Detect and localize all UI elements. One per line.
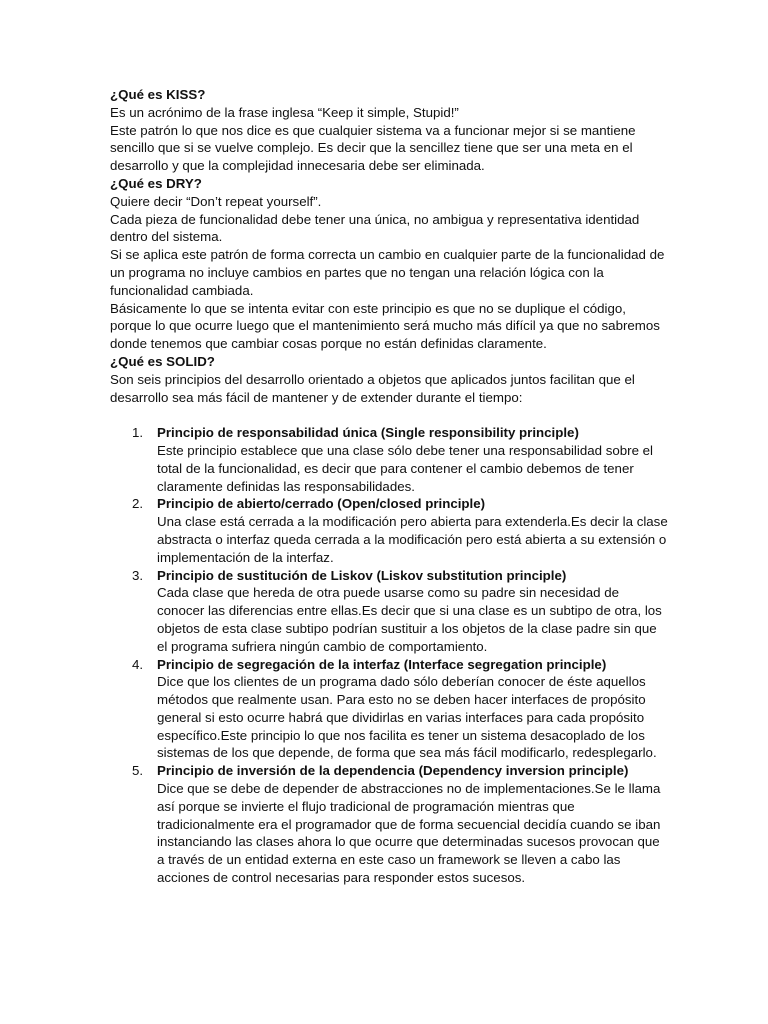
list-item [110, 567, 668, 656]
solid-heading: ¿Qué es SOLID? [110, 353, 215, 369]
principle-description: Dice que los clientes de un programa dado sólo deberían conocer de éste aquellos métodos que realmente usan. Para esto no se deben hacer interfaces de propósito general si esto ocurre habrá que dividirlas en varias interfaces para cada propósito específico.Este principio lo que nos facilita es tener un sistema desacoplado de los sistemas de los que depende, de forma que sea más fácil modificarlo, redesplegarlo. [157, 674, 657, 761]
list-item [110, 495, 668, 566]
blank-line [110, 406, 668, 424]
list-number: 5. [132, 763, 144, 779]
principle-title: Principio de inversión de la dependencia (Dependency inversion principle) [157, 763, 629, 779]
list-number: 1. [132, 425, 144, 441]
dry-paragraph: Quiere decir “Don’t repeat yourself”. [110, 193, 322, 209]
dry-paragraph: Cada pieza de funcionalidad debe tener una única, no ambigua y representativa identidad dentro del sistema. [110, 211, 640, 245]
principle-description: Una clase está cerrada a la modificación pero abierta para extenderla.Es decir la clase abstracta o interfaz queda cerrada a la modificación pero está abierta a su extensión o implementación de la interfaz. [157, 514, 668, 565]
principle-title: Principio de responsabilidad única (Single responsibility principle) [157, 425, 579, 441]
list-number: 3. [132, 567, 144, 583]
dry-heading: ¿Qué es DRY? [110, 175, 202, 191]
dry-paragraph: Si se aplica este patrón de forma correcta un cambio en cualquier parte de la funcionalidad de un programa no incluye cambios en partes que no tengan una relación lógica con la funcionalidad cambiada. [110, 247, 665, 298]
principle-description: Dice que se debe de depender de abstracciones no de implementaciones.Se le llama así porque se invierte el flujo tradicional de programación mientras que tradicionalmente era el programador que de forma secuencial decidía cuando se iban instanciando las clases ahora lo que ocurre que determinadas sucesos provocan que a través de un entidad externa en este caso un framework se lleven a cabo las acciones de control necesarias para responder estos sucesos. [157, 781, 661, 886]
list-item [110, 762, 668, 887]
solid-principles-list [110, 424, 668, 887]
dry-paragraph: Básicamente lo que se intenta evitar con este principio es que no se duplique el código, porque lo que ocurre luego que el mantenimiento será mucho más difícil ya que no sabremos donde tenemos que cambiar cosas porque no están definidas claramente. [110, 300, 660, 352]
list-item [110, 424, 668, 495]
solid-intro: Son seis principios del desarrollo orientado a objetos que aplicados juntos facilitan que el desarrollo sea más fácil de mantener y de extender durante el tiempo: [110, 371, 635, 405]
kiss-paragraph: Este patrón lo que nos dice es que cualquier sistema va a funcionar mejor si se mantiene sencillo que si se vuelve complejo. Es decir que la sencillez tiene que ser una meta en el desarrollo y que la complejidad innecesaria debe ser eliminada. [110, 122, 636, 174]
principle-description: Cada clase que hereda de otra puede usarse como su padre sin necesidad de conocer las diferencias entre ellas.Es decir que si una clase es un subtipo de otra, los objetos de esta clase subtipo podrían sustituir a los objetos de la clase padre sin que el programa sufriera ningún cambio de comportamiento. [157, 585, 662, 654]
list-item [110, 656, 668, 763]
list-number: 4. [132, 656, 144, 672]
list-number: 2. [132, 496, 144, 512]
principle-title: Principio de segregación de la interfaz (Interface segregation principle) [157, 656, 607, 672]
kiss-paragraph: Es un acrónimo de la frase inglesa “Keep it simple, Stupid!” [110, 104, 459, 120]
principle-description: Este principio establece que una clase sólo debe tener una responsabilidad sobre el total de la funcionalidad, es decir que para contener el cambio debemos de tener claramente definidas las responsabilidades. [157, 442, 654, 494]
kiss-heading: ¿Qué es KISS? [110, 87, 206, 102]
principle-title: Principio de abierto/cerrado (Open/closed principle) [157, 496, 486, 512]
principle-title: Principio de sustitución de Liskov (Liskov substitution principle) [157, 567, 567, 583]
